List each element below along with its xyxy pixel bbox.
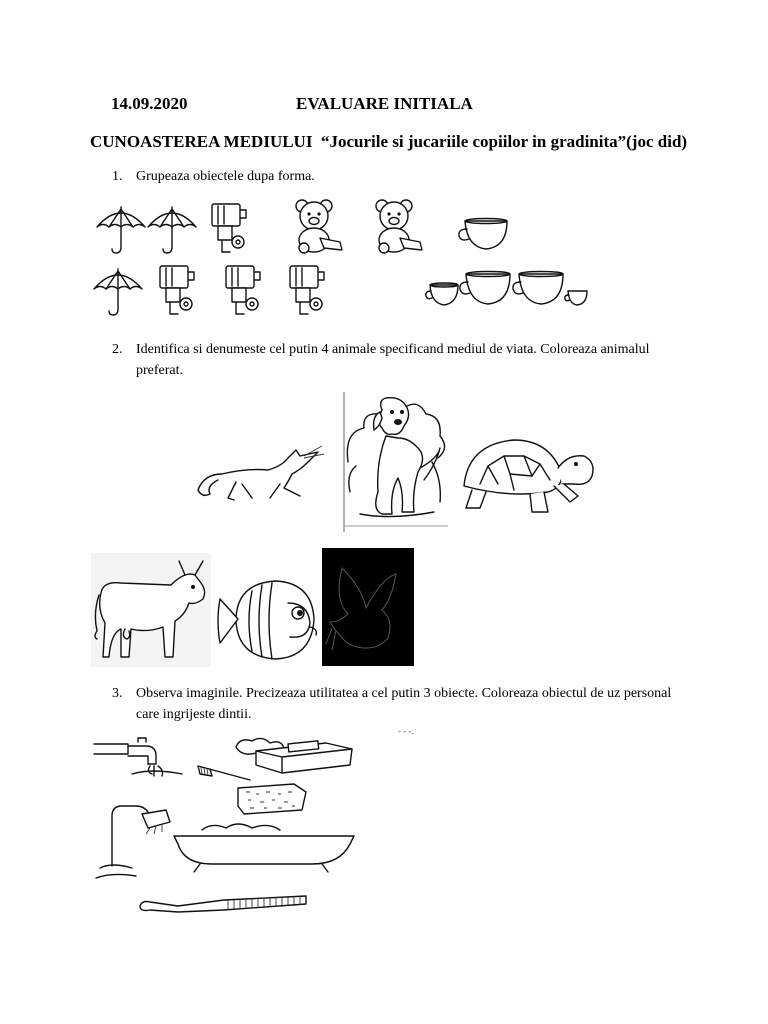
page-title: EVALUARE INITIALA	[296, 94, 473, 113]
task-1-text: Grupeaza obiectele dupa forma.	[136, 169, 315, 184]
umbrella-icon	[95, 203, 147, 255]
umbrella-icon	[92, 265, 144, 317]
faucet-toy-icon	[208, 202, 254, 256]
cup-icon	[458, 270, 514, 308]
faucet-toy-icon	[286, 264, 332, 318]
subject: CUNOASTEREA MEDIULUI	[90, 132, 313, 151]
cup-icon	[511, 270, 567, 308]
task-1-number: 1.	[112, 169, 123, 184]
bathtub-icon	[172, 822, 356, 874]
dove-icon	[322, 548, 414, 666]
task-2-text: Identifica si denumeste cel putin 4 animale specificand mediul de viata. Coloreaza animalul preferat.	[136, 342, 650, 378]
dog-picture	[342, 392, 450, 532]
comb-icon	[138, 892, 308, 916]
theme: “Jocurile si jucariile copiilor in gradinita”(joc did)	[320, 132, 688, 151]
cup-icon	[424, 282, 460, 308]
cup-icon	[457, 217, 511, 253]
faucet-toy-icon	[156, 264, 202, 318]
sponge-icon	[234, 780, 310, 818]
fox-icon	[196, 440, 326, 502]
cup-icon	[563, 289, 589, 307]
task-2-number: 2.	[112, 342, 123, 357]
teddy-bear-icon	[290, 198, 348, 254]
fish-icon	[218, 573, 320, 667]
faucet-toy-icon	[222, 264, 268, 318]
task-3-number: 3.	[112, 686, 123, 701]
decorative-mark: - - -.	[398, 726, 414, 736]
subject-line	[90, 132, 687, 152]
shower-icon	[92, 802, 174, 882]
teddy-bear-icon	[370, 198, 428, 254]
umbrella-icon	[146, 203, 198, 255]
cow-picture	[91, 553, 211, 667]
task-3-text: Observa imaginile. Precizeaza utilitatea a cel putin 3 obiecte. Coloreaza obiectul de uz personal care ingrijeste dintii.	[136, 686, 672, 722]
tap-icon	[92, 738, 194, 778]
dove-picture	[322, 548, 414, 666]
turtle-icon	[458, 434, 598, 518]
date: 14.09.2020	[111, 94, 188, 113]
